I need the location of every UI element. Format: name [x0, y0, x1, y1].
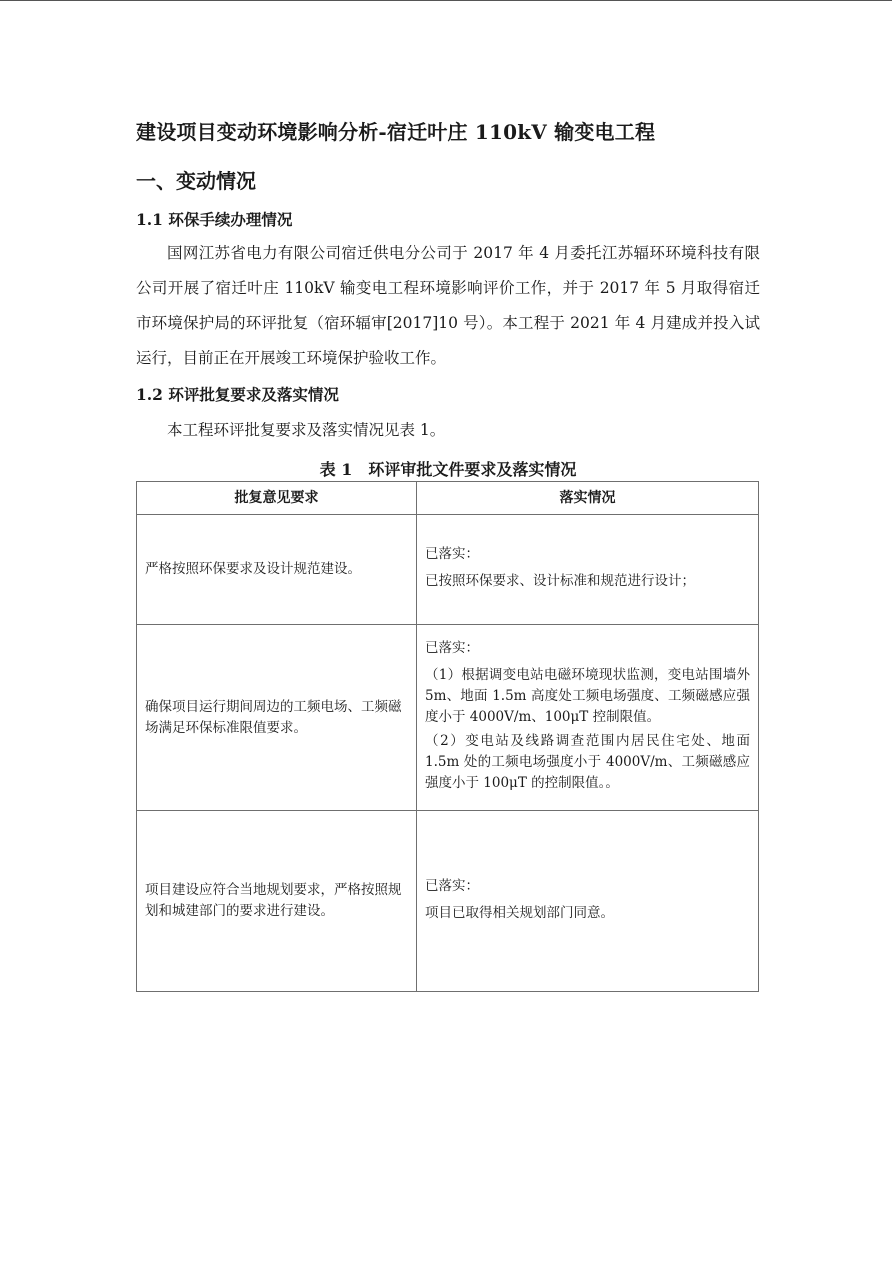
requirement-cell: [137, 811, 417, 992]
implementation-item: 项目已取得相关规划部门同意。: [425, 904, 614, 921]
requirement-cell: [137, 625, 417, 811]
approval-table: [136, 481, 759, 992]
paragraph-approval: 本工程环评批复要求及落实情况见表 1。: [167, 421, 446, 439]
implementation-item: （1）根据调变电站电磁环境现状监测，变电站围墙外 5m、地面 1.5m 高度处工频电场强度、工频磁感应强度小于 4000V/m、100μT 控制限值。: [425, 667, 750, 725]
table-row: [137, 515, 759, 625]
subsection-heading-approval: 1.2 环评批复要求及落实情况: [136, 385, 339, 404]
subsection-heading-procedures: 1.1 环保手续办理情况: [136, 210, 293, 229]
requirement-text: 确保项目运行期间周边的工频电场、工频磁场满足环保标准限值要求。: [145, 698, 402, 736]
section-heading-changes: 一、变动情况: [136, 169, 256, 193]
implementation-cell: [417, 811, 759, 992]
requirement-text: 严格按照环保要求及设计规范建设。: [145, 561, 361, 577]
table-row: [137, 625, 759, 811]
table-header-row: [137, 482, 759, 515]
status-text: 已落实：: [425, 640, 479, 656]
implementation-item: （2）变电站及线路调查范围内居民住宅处、地面 1.5m 处的工频电场强度小于 4000V/m、工频磁感应强度小于 100μT 的控制限值。。: [425, 733, 750, 791]
status-text: 已落实：: [425, 877, 479, 894]
header-requirement: 批复意见要求: [137, 482, 417, 515]
implementation-item: 已按照环保要求、设计标准和规范进行设计；: [425, 573, 695, 589]
table-caption: 表 1 环评审批文件要求及落实情况: [319, 460, 577, 479]
requirement-text: 项目建设应符合当地规划要求，严格按照规划和城建部门的要求进行建设。: [145, 882, 402, 919]
page-top-border: [0, 0, 892, 1]
document-title: 建设项目变动环境影响分析-宿迁叶庄 110kV 输变电工程: [136, 120, 656, 144]
implementation-cell: [417, 515, 759, 625]
paragraph-procedures: 国网江苏省电力有限公司宿迁供电分公司于 2017 年 4 月委托江苏辐环环境科技有限公司开展了宿迁叶庄 110kV 输变电工程环境影响评价工作，并于 2017 年 5 月取得宿迁市环境保护局的环评批复（宿环辐审[2017]10 号）。本工程于 2021 年 4 月建成并投入试运行，目前正在开展竣工环境保护验收工作。: [136, 244, 760, 367]
table-row: [137, 811, 759, 992]
header-implementation: 落实情况: [417, 482, 759, 515]
status-text: 已落实：: [425, 546, 479, 562]
implementation-cell: [417, 625, 759, 811]
requirement-cell: [137, 515, 417, 625]
